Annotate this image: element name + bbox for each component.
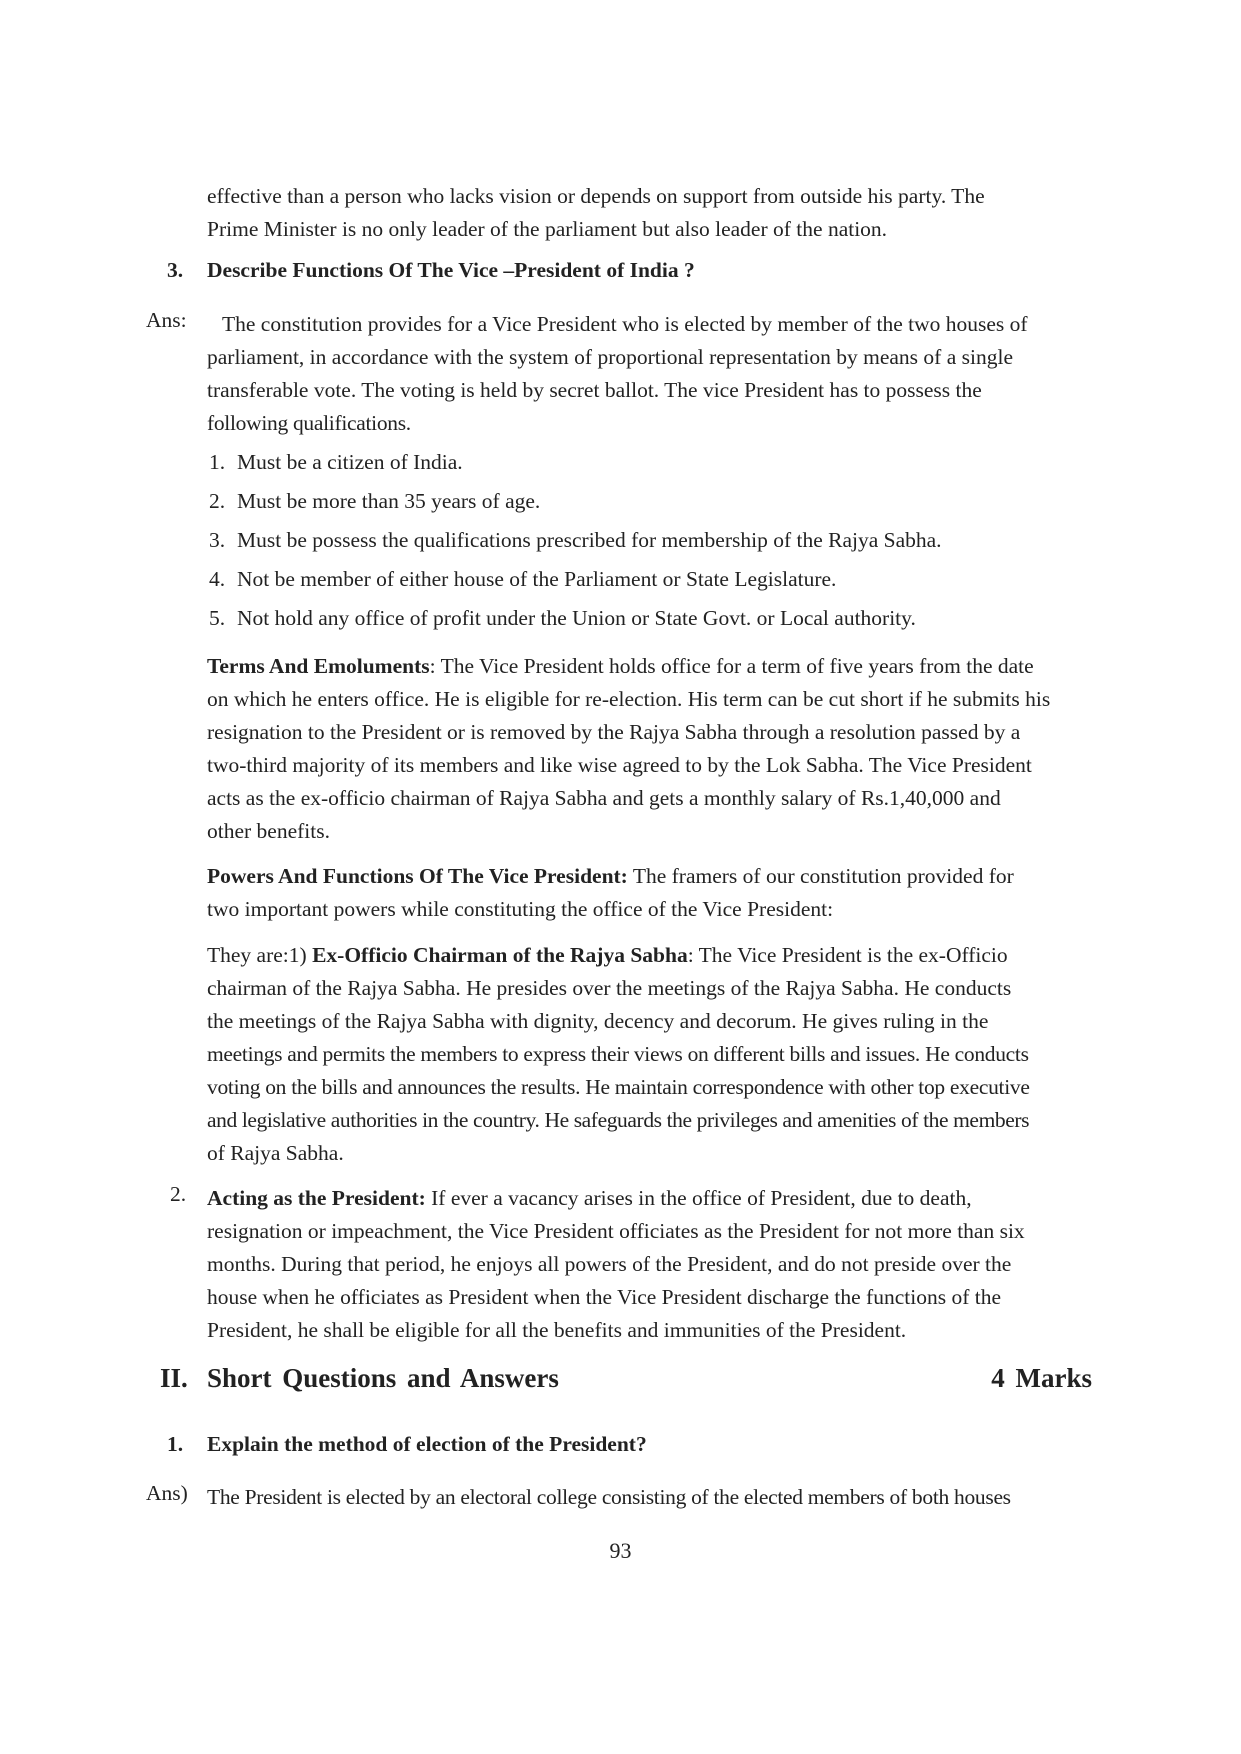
text-line: voting on the bills and announces the results. He maintain correspondence with other top executive	[207, 1075, 1030, 1099]
acting-paragraph	[207, 1182, 1092, 1347]
page-number: 93	[609, 1538, 632, 1563]
continuation-paragraph	[207, 180, 1092, 246]
powers-heading: Powers And Functions Of The Vice President:	[207, 864, 628, 888]
list-item	[209, 563, 836, 596]
text-line: President, he shall be eligible for all the benefits and immunities of the President.	[207, 1318, 907, 1342]
powers-paragraph	[207, 860, 1092, 926]
text-line: of Rajya Sabha.	[207, 1141, 344, 1165]
list-number: 4.	[209, 567, 226, 591]
text-run: : The Vice President holds office for a term of five years from the date	[429, 654, 1034, 678]
text-line: acts as the ex-officio chairman of Rajya Sabha and gets a monthly salary of Rs.1,40,000 and	[207, 786, 1001, 810]
list-item	[209, 485, 540, 518]
section-numeral: II.	[160, 1363, 188, 1393]
text-line: two important powers while constituting the office of the Vice President:	[207, 897, 834, 921]
text-run: If ever a vacancy arises in the office of President, due to death,	[425, 1186, 972, 1210]
text-line: the meetings of the Rajya Sabha with dignity, decency and decorum. He gives ruling in the	[207, 1009, 989, 1033]
text-run: : The Vice President is the ex-Officio	[687, 943, 1008, 967]
list-item	[209, 602, 916, 635]
terms-paragraph	[207, 650, 1092, 848]
question-text: Describe Functions Of The Vice –President of India ?	[207, 258, 695, 282]
terms-heading: Terms And Emoluments	[207, 654, 430, 678]
list-text: Not be member of either house of the Parliament or State Legislature.	[237, 567, 837, 591]
list-number: 3.	[209, 528, 226, 552]
section-title: Short Questions and Answers	[207, 1363, 559, 1393]
text-line: following qualifications.	[207, 411, 411, 435]
text-line: house when he officiates as President when the Vice President discharge the functions of the	[207, 1285, 1001, 1309]
text-line: other benefits.	[207, 819, 330, 843]
question-number: 3.	[167, 258, 184, 282]
text-line: transferable vote. The voting is held by secret ballot. The vice President has to possess the	[207, 378, 982, 402]
text-line: chairman of the Rajya Sabha. He presides over the meetings of the Rajya Sabha. He conducts	[207, 976, 1012, 1000]
text-line: on which he enters office. He is eligible for re-election. His term can be cut short if he submits his	[207, 687, 1051, 711]
answer-paragraph	[207, 1481, 1092, 1514]
text-line: parliament, in accordance with the system of proportional representation by means of a single	[207, 345, 1013, 369]
list-number: 2.	[209, 489, 226, 513]
text-line: Prime Minister is no only leader of the parliament but also leader of the nation.	[207, 217, 888, 241]
chairman-heading: Ex-Officio Chairman of the Rajya Sabha	[312, 943, 688, 967]
they-are-paragraph	[207, 939, 1092, 1170]
acting-heading: Acting as the President:	[207, 1186, 426, 1210]
section-marks: 4 Marks	[991, 1363, 1092, 1393]
text-line: effective than a person who lacks vision or depends on support from outside his party. The	[207, 184, 985, 208]
question-number: 1.	[167, 1432, 184, 1456]
text-line: and legislative authorities in the country. He safeguards the privileges and amenities of the members	[207, 1108, 1030, 1132]
list-text: Must be a citizen of India.	[237, 450, 463, 474]
list-text: Must be possess the qualifications prescribed for membership of the Rajya Sabha.	[237, 528, 942, 552]
question-text: Explain the method of election of the President?	[207, 1432, 647, 1456]
text-line: The President is elected by an electoral college consisting of the elected members of both houses	[207, 1485, 1011, 1509]
text-line: meetings and permits the members to express their views on different bills and issues. He conducts	[207, 1042, 1029, 1066]
list-text: Not hold any office of profit under the Union or State Govt. or Local authority.	[237, 606, 916, 630]
text-line: two-third majority of its members and like wise agreed to by the Lok Sabha. The Vice President	[207, 753, 1032, 777]
text-line: months. During that period, he enjoys all powers of the President, and do not preside over the	[207, 1252, 1012, 1276]
list-number: 1.	[209, 450, 226, 474]
list-item	[209, 446, 463, 479]
text-line: The constitution provides for a Vice President who is elected by member of the two houses of	[222, 312, 1028, 336]
text-line: resignation to the President or is removed by the Rajya Sabha through a resolution passed by a	[207, 720, 1021, 744]
list-text: Must be more than 35 years of age.	[237, 489, 541, 513]
list-item	[209, 524, 942, 557]
answer-intro	[207, 308, 1092, 440]
answer-label: Ans:	[146, 308, 187, 332]
text-line: resignation or impeachment, the Vice President officiates as the President for not more than six	[207, 1219, 1025, 1243]
answer-label: Ans)	[146, 1481, 188, 1505]
text-run: They are:1)	[207, 943, 313, 967]
text-run: The framers of our constitution provided for	[627, 864, 1014, 888]
list-number: 5.	[209, 606, 226, 630]
list-number: 2.	[170, 1182, 187, 1206]
